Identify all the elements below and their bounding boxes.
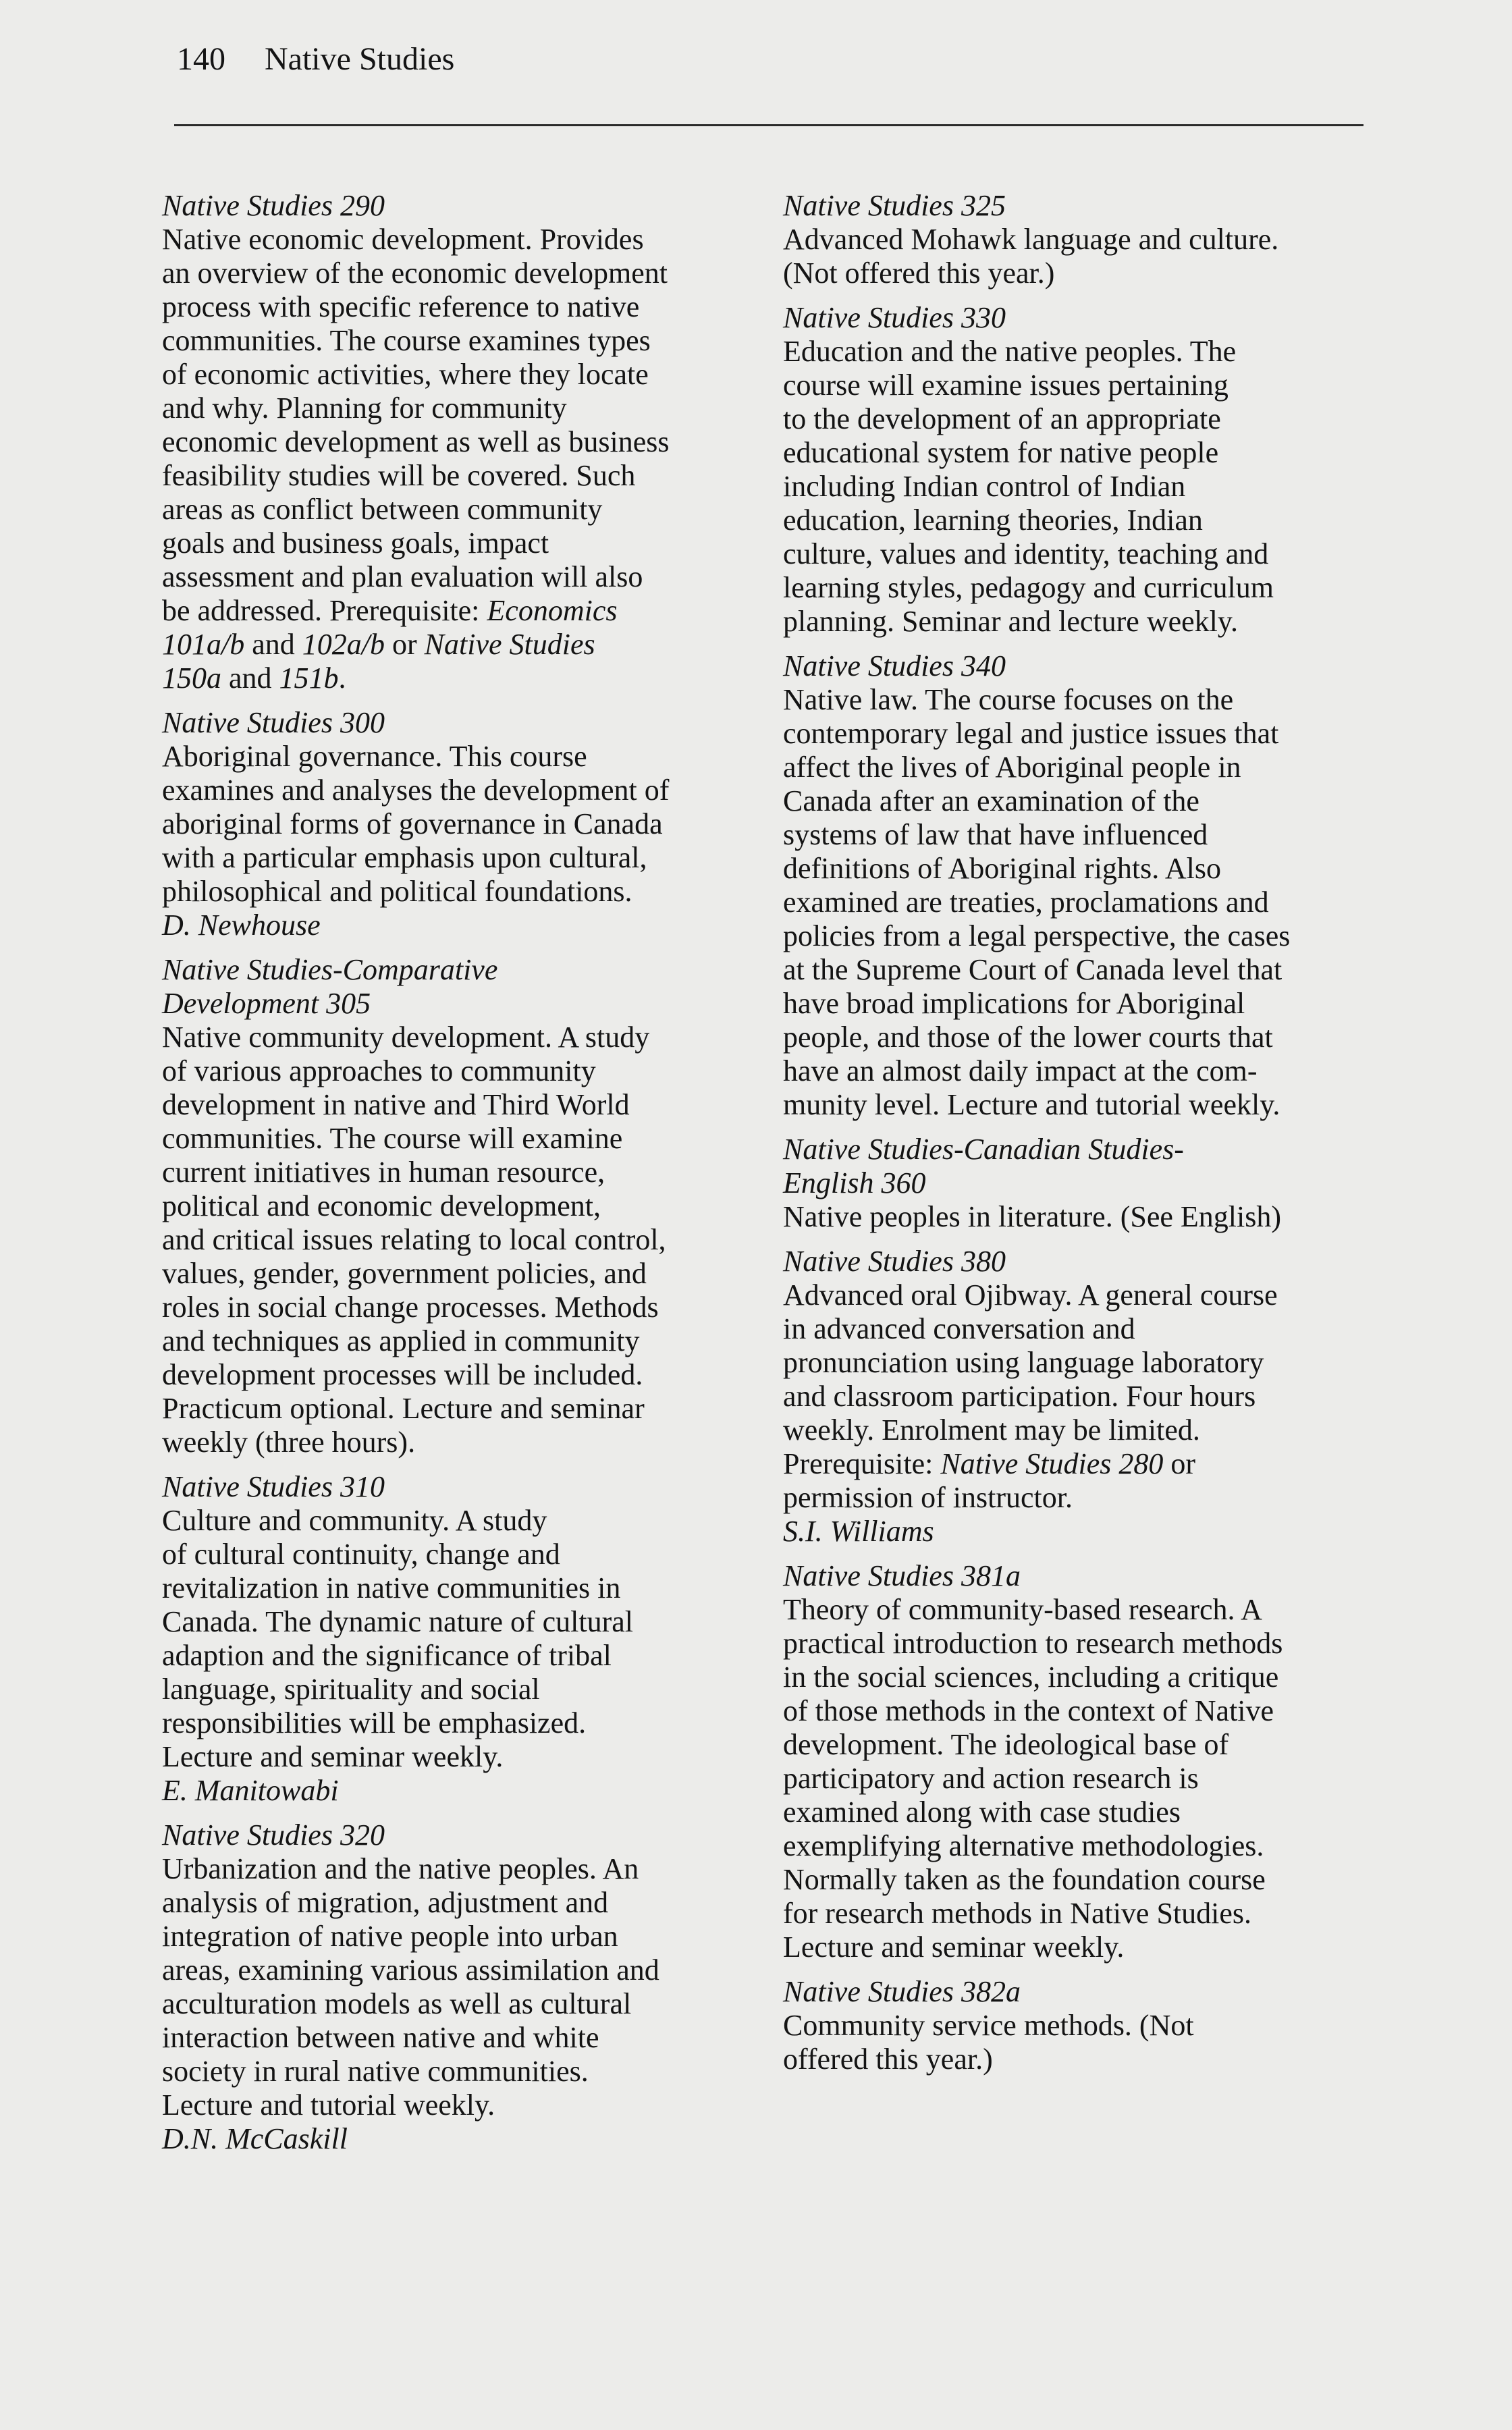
course-entry-382a	[783, 1975, 1370, 2076]
course-description-text: Native economic development. Provides an overview of the economic development process with specific reference to native communities. The course examines types of economic activities, where they locate and why. Planning for community economic development as well as business feasibility studies will be covered. Such areas as conflict between community goals and business goals, impact assessment and plan evaluation will also be addressed. Prerequisite:	[162, 223, 670, 627]
course-description-text: Advanced oral Ojibway. A general course in advanced conversation and pronunciation using language laboratory and classroom participation. Four hours weekly. Enrolment may be limited. Prerequisite:	[783, 1278, 1278, 1480]
course-title: Native Studies 300	[162, 706, 385, 739]
course-entry-325	[783, 189, 1370, 290]
prerequisite-end: .	[338, 662, 346, 695]
course-description: Advanced Mohawk language and culture. (Not offered this year.)	[783, 223, 1279, 290]
course-title: Native Studies 381a	[783, 1559, 1021, 1592]
prerequisite-connector: and	[244, 628, 302, 661]
course-description: Community service methods. (Not offered this year.)	[783, 2009, 1194, 2076]
left-column	[162, 189, 749, 2167]
course-entry-320	[162, 1818, 749, 2156]
course-description: Theory of community-based research. A practical introduction to research methods in the social sciences, including a critique of those methods in the context of Native development. The ideological base of participatory and action research is examined along with case studies exemplifying alternative methodologies. Normally taken as the foundation course for research methods in Native Studies. Lecture and seminar weekly.	[783, 1593, 1283, 1964]
course-title: Native Studies 380	[783, 1245, 1006, 1278]
course-description	[162, 223, 749, 695]
page-number: 140	[177, 41, 225, 77]
course-title: Native Studies 325	[783, 189, 1006, 222]
page-header	[177, 39, 454, 80]
course-title: Native Studies-Canadian Studies- English 360	[783, 1133, 1184, 1199]
prerequisite-course: Economics 101a/b	[162, 594, 618, 661]
course-title: Native Studies 382a	[783, 1975, 1021, 2008]
section-title: Native Studies	[265, 41, 455, 77]
course-entry-300	[162, 706, 749, 942]
course-title: Native Studies 320	[162, 1818, 385, 1852]
course-description: Education and the native peoples. The course will examine issues pertaining to the development of an appropriate educational system for native people including Indian control of Indian education, learning theories, Indian culture, values and identity, teaching and learning styles, pedagogy and curriculum planning. Seminar and lecture weekly.	[783, 335, 1274, 638]
course-instructor: D.N. McCaskill	[162, 2122, 348, 2155]
course-description: Native community development. A study of various approaches to community development in native and Third World communities. The course will examine current initiatives in human resource, political and economic development, and critical issues relating to local control, values, gender, government policies, and roles in social change processes. Methods and techniques as applied in community development processes will be included. Practicum optional. Lecture and seminar weekly (three hours).	[162, 1021, 666, 1459]
course-title: Native Studies 310	[162, 1470, 385, 1503]
course-entry-340	[783, 649, 1370, 1122]
course-description: Aboriginal governance. This course examines and analyses the development of aboriginal forms of governance in Canada with a particular emphasis upon cultural, philosophical and political foundations.	[162, 740, 670, 908]
header-divider	[174, 124, 1364, 126]
course-entry-310	[162, 1470, 749, 1808]
course-instructor: E. Manitowabi	[162, 1774, 339, 1807]
course-description: Urbanization and the native peoples. An analysis of migration, adjustment and integration of native people into urban areas, examining various assimilation and acculturation models as well as cultural interaction between native and white society in rural native communities. Lecture and tutorial weekly.	[162, 1852, 659, 2122]
course-description: Native peoples in literature. (See English)	[783, 1200, 1281, 1233]
prerequisite-tail: or permission of instructor.	[783, 1447, 1196, 1514]
prerequisite-connector: or	[385, 628, 425, 661]
prerequisite-course: 102a/b	[302, 628, 385, 661]
course-instructor: D. Newhouse	[162, 909, 321, 942]
course-title: Native Studies-Comparative Development 305	[162, 953, 498, 1020]
prerequisite-connector: and	[221, 662, 279, 695]
course-title: Native Studies 290	[162, 189, 385, 222]
course-description: Native law. The course focuses on the contemporary legal and justice issues that affect the lives of Aboriginal people in Canada after an examination of the systems of law that have influenced definitions of Aboriginal rights. Also examined are treaties, proclamations and policies from a legal perspective, the cases at the Supreme Court of Canada level that have broad implications for Aboriginal people, and those of the lower courts that have an almost daily impact at the com- munity level. Lecture and tutorial weekly.	[783, 683, 1291, 1121]
course-entry-360	[783, 1133, 1370, 1234]
prerequisite-course: 151b	[279, 662, 339, 695]
course-description: Culture and community. A study of cultural continuity, change and revitalization in native communities in Canada. The dynamic nature of cultural adaption and the significance of tribal language, spirituality and social responsibilities will be emphasized. Lecture and seminar weekly.	[162, 1504, 634, 1773]
course-description	[783, 1278, 1370, 1515]
course-entry-381a	[783, 1559, 1370, 1964]
course-title: Native Studies 340	[783, 649, 1006, 682]
course-instructor: S.I. Williams	[783, 1515, 934, 1548]
course-title: Native Studies 330	[783, 301, 1006, 334]
right-column	[783, 189, 1370, 2087]
prerequisite-course: Native Studies 150a	[162, 628, 595, 695]
course-entry-380	[783, 1245, 1370, 1548]
course-entry-290	[162, 189, 749, 695]
prerequisite-course: Native Studies 280	[940, 1447, 1164, 1480]
course-entry-305	[162, 953, 749, 1459]
course-entry-330	[783, 301, 1370, 639]
